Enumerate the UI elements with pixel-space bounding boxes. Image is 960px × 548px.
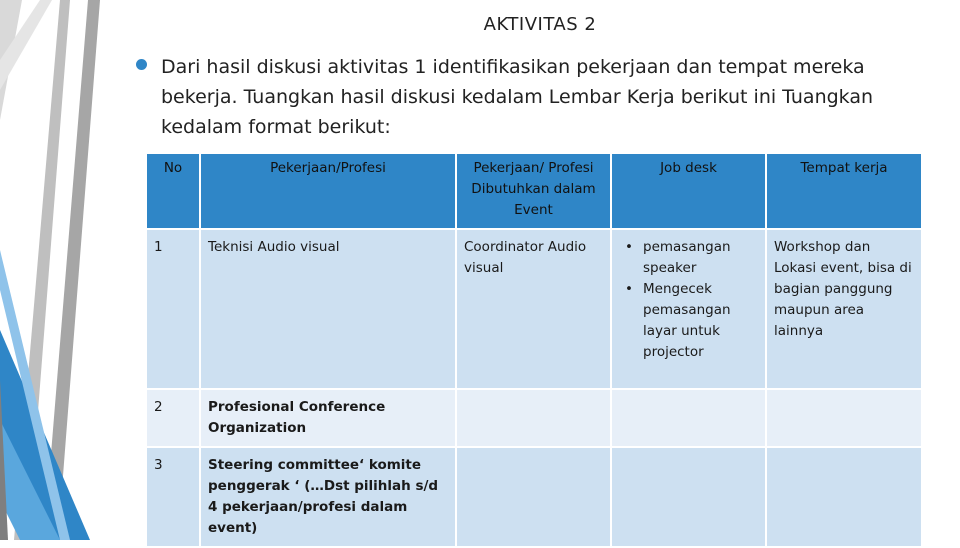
worksheet-table [145,152,923,548]
cell-jobdesk [611,447,766,547]
cell-tempat [766,389,922,447]
cell-jobdesk [611,229,766,389]
cell-dibutuhkan [456,389,611,447]
cell-profesi: Teknisi Audio visual [200,229,456,389]
bullet-dot-icon [136,59,147,70]
header-profesi-dibutuhkan: Pekerjaan/ Profesi Dibutuhkan dalam Event [456,153,611,229]
instruction-bullet [136,52,926,142]
cell-profesi: Profesional Conference Organization [200,389,456,447]
header-no: No [146,153,200,229]
list-item: • pemasangan speaker [643,237,758,279]
cell-no: 1 [146,229,200,389]
list-item: • Mengecek pemasangan layar untuk projector [643,279,758,363]
cell-tempat [766,447,922,547]
cell-dibutuhkan: Coordinator Audio visual [456,229,611,389]
header-tempat-kerja: Tempat kerja [766,153,922,229]
cell-profesi: Steering committee‘ komite penggerak ‘ (…Dst pilihlah s/d 4 pekerjaan/profesi dalam event) [200,447,456,547]
cell-jobdesk [611,389,766,447]
left-decorative-stripes [0,0,110,540]
slide-title: AKTIVITAS 2 [483,14,597,35]
table-row [146,229,922,389]
cell-dibutuhkan [456,447,611,547]
table-row [146,447,922,547]
instruction-text: Dari hasil diskusi aktivitas 1 identifikasikan pekerjaan dan tempat mereka bekerja. Tuangkan hasil diskusi kedalam Lembar Kerja berikut ini Tuangkan kedalam format berikut: [161,56,874,138]
header-job-desk: Job desk [611,153,766,229]
cell-no: 3 [146,447,200,547]
jobdesk-list [619,237,758,363]
header-pekerjaan-profesi: Pekerjaan/Profesi [200,153,456,229]
cell-tempat: Workshop dan Lokasi event, bisa di bagian panggung maupun area lainnya [766,229,922,389]
cell-no: 2 [146,389,200,447]
table-row [146,389,922,447]
table-header-row [146,153,922,229]
